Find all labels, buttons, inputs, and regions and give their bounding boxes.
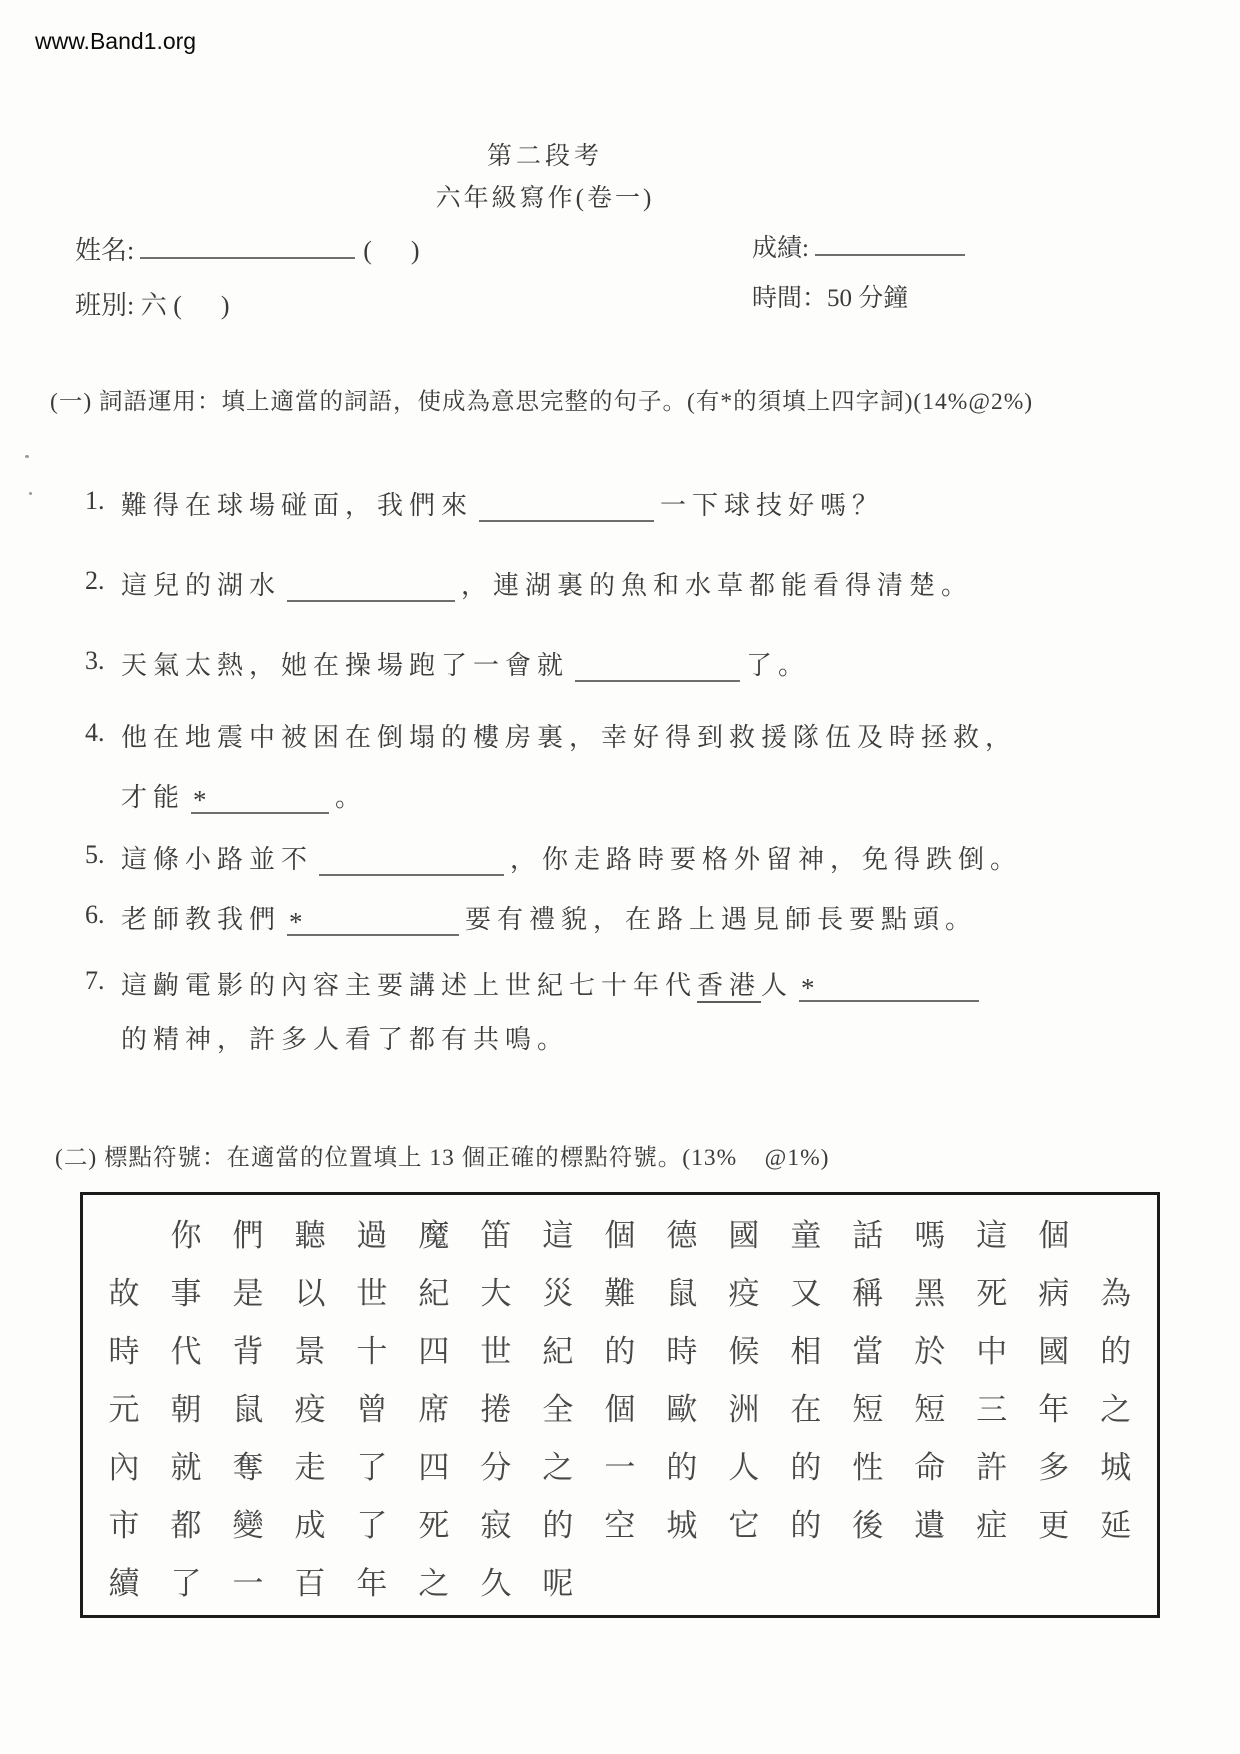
grid-cell: 遺 [914, 1508, 946, 1543]
grid-cell: 故 [108, 1276, 140, 1311]
grid-cell: 國 [1038, 1334, 1070, 1369]
question-text: 人 [761, 971, 794, 1000]
grid-cell: 死 [976, 1276, 1008, 1311]
question-1 [85, 486, 1185, 526]
grid-cell: 內 [108, 1450, 140, 1485]
grid-cell: 人 [728, 1450, 760, 1485]
grid-cell: 時 [666, 1334, 698, 1369]
question-body [121, 646, 1185, 686]
question-text: 一下球技好嗎？ [660, 491, 885, 520]
exam-header [0, 136, 1090, 214]
question-2 [85, 566, 1185, 606]
grid-cell: 國 [728, 1218, 760, 1253]
grid-cell: 城 [666, 1508, 698, 1543]
question-text: 這齣電影的內容主要講述上世紀七十年代 [121, 971, 698, 1000]
grid-cell: 百 [294, 1566, 326, 1601]
grid-cell: 十 [356, 1334, 388, 1369]
grid-cell: 變 [232, 1508, 264, 1543]
question-number: 1. [85, 486, 105, 515]
question-text: ，連湖裏的魚和水草都能看得清楚。 [461, 571, 974, 600]
grid-cell: 年 [356, 1566, 388, 1601]
grid-row-5 [93, 1439, 1147, 1497]
question-text: 要有禮貌，在路上遇見師長要點頭。 [465, 905, 978, 934]
grid-cell: 們 [232, 1218, 264, 1253]
grid-cell: 洲 [728, 1392, 760, 1427]
scan-artifact [29, 492, 32, 495]
grid-cell: 紀 [542, 1334, 574, 1369]
question-line [121, 778, 1185, 818]
grid-cell [837, 1555, 899, 1613]
four-char-word-star: * [193, 785, 207, 815]
grid-cell [651, 1555, 713, 1613]
grid-cell: 相 [790, 1334, 822, 1369]
grid-cell: 之 [542, 1450, 574, 1485]
section1-questions [85, 486, 1185, 1100]
question-line [121, 486, 1185, 526]
grid-cell: 稱 [852, 1276, 884, 1311]
grid-cell: 四 [418, 1450, 450, 1485]
grid-cell [93, 1207, 155, 1265]
grid-cell [1085, 1555, 1147, 1613]
grid-cell: 性 [852, 1450, 884, 1485]
grid-cell: 奪 [232, 1450, 264, 1485]
student-info-block [75, 230, 420, 322]
grid-cell: 曾 [356, 1392, 388, 1427]
grid-cell: 朝 [170, 1392, 202, 1427]
question-text: 這條小路並不 [121, 845, 314, 874]
scan-artifact [25, 455, 29, 458]
grid-cell: 聽 [294, 1218, 326, 1253]
question-text: 天氣太熱，她在操場跑了一會就 [121, 651, 570, 680]
grid-cell: 城 [1100, 1450, 1132, 1485]
section2-heading: (二) 標點符號：在適當的位置填上 13 個正確的標點符號。(13% @1%) [55, 1145, 830, 1171]
grid-cell: 這 [542, 1218, 574, 1253]
grid-cell: 多 [1038, 1450, 1070, 1485]
grid-cell: 童 [790, 1218, 822, 1253]
question-body [121, 966, 1185, 1060]
grid-cell: 就 [170, 1450, 202, 1485]
question-text: 的精神，許多人看了都有共鳴。 [121, 1025, 570, 1054]
grid-cell: 於 [914, 1334, 946, 1369]
question-number: 3. [85, 646, 105, 675]
question-text: 難得在球場碰面，我們來 [121, 491, 474, 520]
grid-cell: 你 [170, 1218, 202, 1253]
grid-cell: 之 [418, 1566, 450, 1601]
class-label: 班別: 六 ( ) [75, 291, 230, 320]
grid-cell: 都 [170, 1508, 202, 1543]
question-line [121, 1020, 1185, 1060]
grid-cell: 個 [1038, 1218, 1070, 1253]
question-4 [85, 718, 1185, 818]
question-6 [85, 900, 1185, 940]
grid-cell: 之 [1100, 1392, 1132, 1427]
grid-cell: 時 [108, 1334, 140, 1369]
grid-cell: 市 [108, 1508, 140, 1543]
grid-cell: 許 [976, 1450, 1008, 1485]
class-line [75, 285, 420, 322]
four-char-word-star: * [801, 973, 815, 1003]
grid-cell: 短 [852, 1392, 884, 1427]
question-7 [85, 966, 1185, 1060]
grid-cell: 當 [852, 1334, 884, 1369]
grid-cell: 年 [1038, 1392, 1070, 1427]
score-time-block [752, 228, 971, 314]
grid-cell: 事 [170, 1276, 202, 1311]
question-text: 。 [335, 783, 368, 812]
grid-cell: 捲 [480, 1392, 512, 1427]
grid-cell: 久 [480, 1566, 512, 1601]
exam-title: 第二段考 [486, 143, 603, 170]
punctuation-exercise-box [80, 1192, 1160, 1618]
grid-cell: 四 [418, 1334, 450, 1369]
score-label: 成績: [752, 235, 809, 262]
question-line [121, 646, 1185, 686]
grid-row-7 [93, 1555, 1147, 1613]
grid-cell: 過 [356, 1218, 388, 1253]
grid-cell: 為 [1100, 1276, 1132, 1311]
grid-cell: 的 [790, 1508, 822, 1543]
time-line [752, 278, 971, 314]
grid-cell: 中 [976, 1334, 1008, 1369]
name-line [75, 230, 420, 267]
grid-cell: 疫 [294, 1392, 326, 1427]
question-body [121, 840, 1185, 880]
grid-cell: 一 [604, 1450, 636, 1485]
grid-cell [1023, 1555, 1085, 1613]
grid-cell: 難 [604, 1276, 636, 1311]
grid-cell: 在 [790, 1392, 822, 1427]
question-number: 5. [85, 840, 105, 869]
grid-cell [775, 1555, 837, 1613]
grid-cell: 災 [542, 1276, 574, 1311]
question-text: 他在地震中被困在倒塌的樓房裏，幸好得到救援隊伍及時拯救， [121, 723, 1018, 752]
grid-cell: 黑 [914, 1276, 946, 1311]
grid-row-1 [93, 1207, 1147, 1265]
grid-cell: 延 [1100, 1508, 1132, 1543]
question-line [121, 840, 1185, 880]
question-5 [85, 840, 1185, 880]
grid-cell: 成 [294, 1508, 326, 1543]
grid-cell: 背 [232, 1334, 264, 1369]
grid-row-3 [93, 1323, 1147, 1381]
grid-cell: 又 [790, 1276, 822, 1311]
grid-cell: 的 [542, 1508, 574, 1543]
name-class-number-paren: ( ) [363, 236, 420, 265]
question-line [121, 566, 1185, 606]
question-text: 了。 [746, 651, 811, 680]
answer-blank[interactable] [287, 904, 459, 936]
grid-row-2 [93, 1265, 1147, 1323]
grid-cell: 全 [542, 1392, 574, 1427]
question-line [121, 966, 1185, 1006]
question-number: 2. [85, 566, 105, 595]
grid-cell [589, 1555, 651, 1613]
grid-row-6 [93, 1497, 1147, 1555]
grid-cell: 這 [976, 1218, 1008, 1253]
question-number: 4. [85, 718, 105, 747]
grid-cell [961, 1555, 1023, 1613]
grid-cell: 世 [480, 1334, 512, 1369]
grid-cell: 症 [976, 1508, 1008, 1543]
grid-cell: 以 [294, 1276, 326, 1311]
answer-blank[interactable] [479, 490, 654, 522]
grid-cell: 後 [852, 1508, 884, 1543]
question-3 [85, 646, 1185, 686]
grid-cell: 一 [232, 1566, 264, 1601]
question-body [121, 566, 1185, 606]
score-blank[interactable] [815, 228, 965, 256]
grid-cell: 紀 [418, 1276, 450, 1311]
grid-cell: 元 [108, 1392, 140, 1427]
question-body [121, 486, 1185, 526]
grid-cell: 疫 [728, 1276, 760, 1311]
four-char-word-star: * [289, 907, 303, 937]
grid-cell: 笛 [480, 1218, 512, 1253]
answer-blank[interactable] [799, 970, 979, 1002]
grid-cell: 景 [294, 1334, 326, 1369]
question-text: 老師教我們 [121, 905, 282, 934]
question-text: 這兒的湖水 [121, 571, 282, 600]
question-number: 7. [85, 966, 105, 995]
grid-cell: 代 [170, 1334, 202, 1369]
grid-cell: 短 [914, 1392, 946, 1427]
grid-cell: 個 [604, 1218, 636, 1253]
watermark: www.Band1.org [35, 28, 197, 54]
grid-cell: 它 [728, 1508, 760, 1543]
grid-cell: 走 [294, 1450, 326, 1485]
grid-cell: 空 [604, 1508, 636, 1543]
grid-cell [899, 1555, 961, 1613]
answer-blank[interactable] [191, 782, 329, 814]
grid-row-4 [93, 1381, 1147, 1439]
grid-cell: 寂 [480, 1508, 512, 1543]
section1-heading: (一) 詞語運用：填上適當的詞語，使成為意思完整的句子。(有*的須填上四字詞)(14%@2%) [50, 389, 1034, 415]
grid-cell: 席 [418, 1392, 450, 1427]
grid-cell: 個 [604, 1392, 636, 1427]
grid-cell: 了 [356, 1450, 388, 1485]
grid-cell: 歐 [666, 1392, 698, 1427]
grid-cell: 嗎 [914, 1218, 946, 1253]
answer-blank[interactable] [319, 844, 504, 876]
grid-cell [1085, 1207, 1147, 1265]
grid-cell: 命 [914, 1450, 946, 1485]
name-blank[interactable] [140, 231, 355, 259]
paper-title: 六年級寫作(卷一) [435, 185, 655, 212]
grid-cell: 候 [728, 1334, 760, 1369]
grid-cell: 話 [852, 1218, 884, 1253]
grid-cell: 是 [232, 1276, 264, 1311]
grid-cell: 續 [108, 1566, 140, 1601]
grid-cell: 大 [480, 1276, 512, 1311]
grid-cell: 魔 [418, 1218, 450, 1253]
grid-cell: 呢 [542, 1566, 574, 1601]
question-text: 才能 [121, 783, 186, 812]
grid-cell: 的 [790, 1450, 822, 1485]
grid-cell: 鼠 [666, 1276, 698, 1311]
grid-cell: 死 [418, 1508, 450, 1543]
grid-cell: 更 [1038, 1508, 1070, 1543]
grid-cell: 的 [666, 1450, 698, 1485]
time-label: 時間：50 分鐘 [752, 285, 909, 312]
grid-cell: 分 [480, 1450, 512, 1485]
question-body [121, 718, 1185, 818]
question-line [121, 900, 1185, 940]
underlined-term: 香港 [697, 971, 761, 1003]
question-text: ，你走路時要格外留神，免得跌倒。 [510, 845, 1023, 874]
grid-cell: 鼠 [232, 1392, 264, 1427]
grid-cell: 病 [1038, 1276, 1070, 1311]
grid-cell: 的 [1100, 1334, 1132, 1369]
question-line [121, 718, 1185, 758]
grid-cell: 三 [976, 1392, 1008, 1427]
score-line [752, 228, 971, 264]
grid-cell [713, 1555, 775, 1613]
grid-cell: 了 [356, 1508, 388, 1543]
question-number: 6. [85, 900, 105, 929]
answer-blank[interactable] [575, 650, 740, 682]
answer-blank[interactable] [287, 570, 455, 602]
name-label: 姓名: [75, 236, 135, 265]
grid-cell: 德 [666, 1218, 698, 1253]
grid-cell: 的 [604, 1334, 636, 1369]
question-body [121, 900, 1185, 940]
grid-cell: 世 [356, 1276, 388, 1311]
grid-cell: 了 [170, 1566, 202, 1601]
